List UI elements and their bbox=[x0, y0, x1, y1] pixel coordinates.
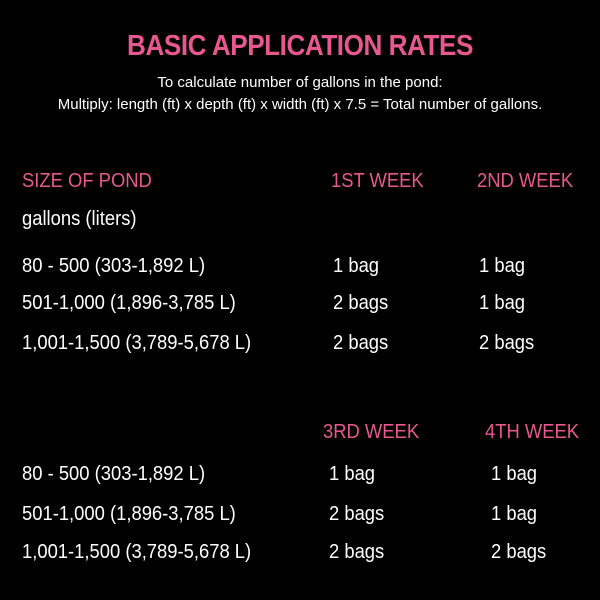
header-1st-week: 1ST WEEK bbox=[331, 170, 424, 192]
row-1st-week: 2 bags bbox=[333, 332, 389, 354]
row-3rd-week: 2 bags bbox=[329, 541, 385, 563]
units-label: gallons (liters) bbox=[22, 208, 137, 230]
row-1st-week: 2 bags bbox=[333, 292, 389, 314]
row-2nd-week: 1 bag bbox=[479, 255, 526, 277]
row-size: 80 - 500 (303-1,892 L) bbox=[22, 255, 206, 277]
row-size: 80 - 500 (303-1,892 L) bbox=[22, 463, 206, 485]
row-3rd-week: 2 bags bbox=[329, 503, 385, 525]
row-4th-week: 2 bags bbox=[491, 541, 547, 563]
row-2nd-week: 2 bags bbox=[479, 332, 535, 354]
header-4th-week: 4TH WEEK bbox=[485, 421, 580, 443]
page-title: BASIC APPLICATION RATES bbox=[127, 30, 473, 62]
row-1st-week: 1 bag bbox=[333, 255, 380, 277]
row-4th-week: 1 bag bbox=[491, 503, 538, 525]
row-size: 1,001-1,500 (3,789-5,678 L) bbox=[22, 541, 252, 563]
header-2nd-week: 2ND WEEK bbox=[477, 170, 574, 192]
instruction-line-1: To calculate number of gallons in the pond: bbox=[157, 74, 443, 91]
row-2nd-week: 1 bag bbox=[479, 292, 526, 314]
row-size: 501-1,000 (1,896-3,785 L) bbox=[22, 503, 236, 525]
row-size: 501-1,000 (1,896-3,785 L) bbox=[22, 292, 236, 314]
instruction-line-2: Multiply: length (ft) x depth (ft) x width (ft) x 7.5 = Total number of gallons. bbox=[57, 96, 543, 113]
row-3rd-week: 1 bag bbox=[329, 463, 376, 485]
row-4th-week: 1 bag bbox=[491, 463, 538, 485]
header-3rd-week: 3RD WEEK bbox=[323, 421, 420, 443]
header-size-of-pond: SIZE OF POND bbox=[22, 170, 152, 192]
row-size: 1,001-1,500 (3,789-5,678 L) bbox=[22, 332, 252, 354]
